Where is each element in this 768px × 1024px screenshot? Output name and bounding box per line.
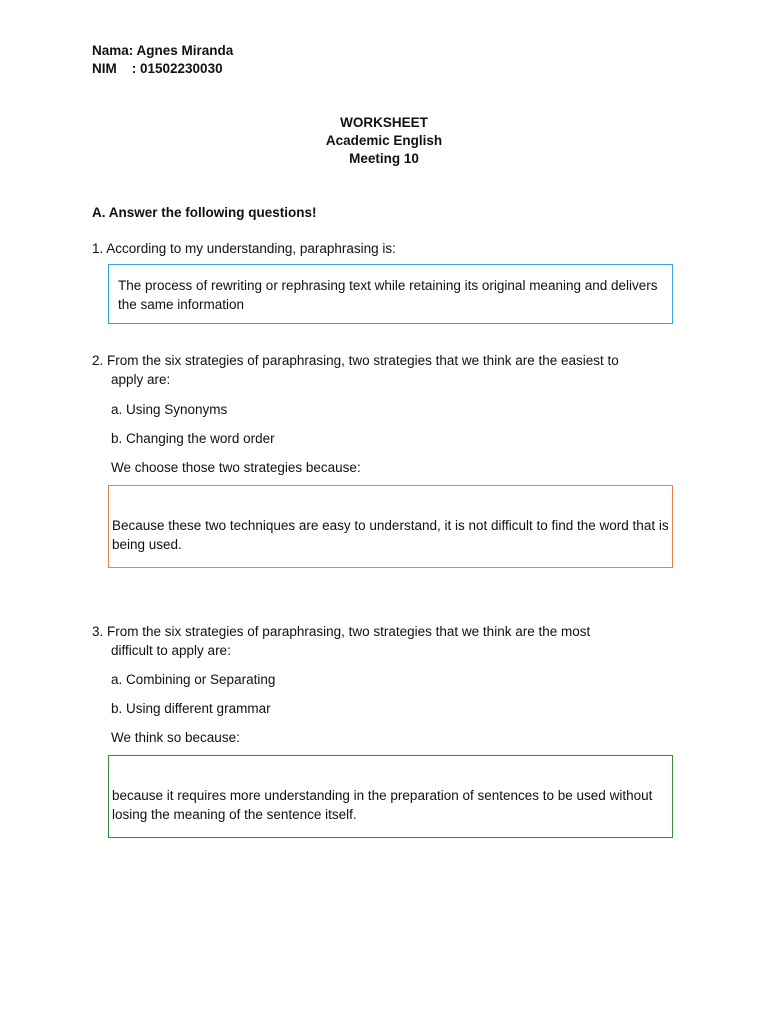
question-3-option-b: b. Using different grammar bbox=[111, 701, 271, 716]
answer-box-3 bbox=[108, 755, 673, 838]
answer-2-text: Because these two techniques are easy to understand, it is not difficult to find the word that is being used. bbox=[112, 518, 669, 552]
course-title: Academic English bbox=[325, 133, 443, 148]
question-2-reason-label: We choose those two strategies because: bbox=[111, 460, 361, 475]
question-3-line2: difficult to apply are: bbox=[111, 643, 231, 658]
question-1: 1. According to my understanding, paraphrasing is: bbox=[92, 241, 396, 256]
question-3-reason-label: We think so because: bbox=[111, 730, 240, 745]
question-2-line1: 2. From the six strategies of paraphrasing, two strategies that we think are the easiest to bbox=[92, 353, 619, 368]
question-2-line2: apply are: bbox=[111, 372, 171, 387]
answer-3-text: because it requires more understanding in the preparation of sentences to be used without losing the meaning of the sentence itself. bbox=[112, 788, 653, 822]
answer-box-1 bbox=[108, 264, 673, 324]
student-nim: NIM : 01502230030 bbox=[92, 61, 223, 76]
question-2-option-b: b. Changing the word order bbox=[111, 431, 275, 446]
question-2-option-a: a. Using Synonyms bbox=[111, 402, 228, 417]
question-3-line1: 3. From the six strategies of paraphrasing, two strategies that we think are the most bbox=[92, 624, 591, 639]
section-a-heading: A. Answer the following questions! bbox=[92, 205, 317, 220]
meeting-title: Meeting 10 bbox=[349, 151, 419, 166]
student-name: Nama: Agnes Miranda bbox=[92, 43, 234, 58]
answer-box-2 bbox=[108, 485, 673, 568]
worksheet-title: WORKSHEET bbox=[340, 115, 428, 130]
question-3-option-a: a. Combining or Separating bbox=[111, 672, 276, 687]
answer-1-text: The process of rewriting or rephrasing text while retaining its original meaning and delivers the same information bbox=[118, 278, 658, 312]
